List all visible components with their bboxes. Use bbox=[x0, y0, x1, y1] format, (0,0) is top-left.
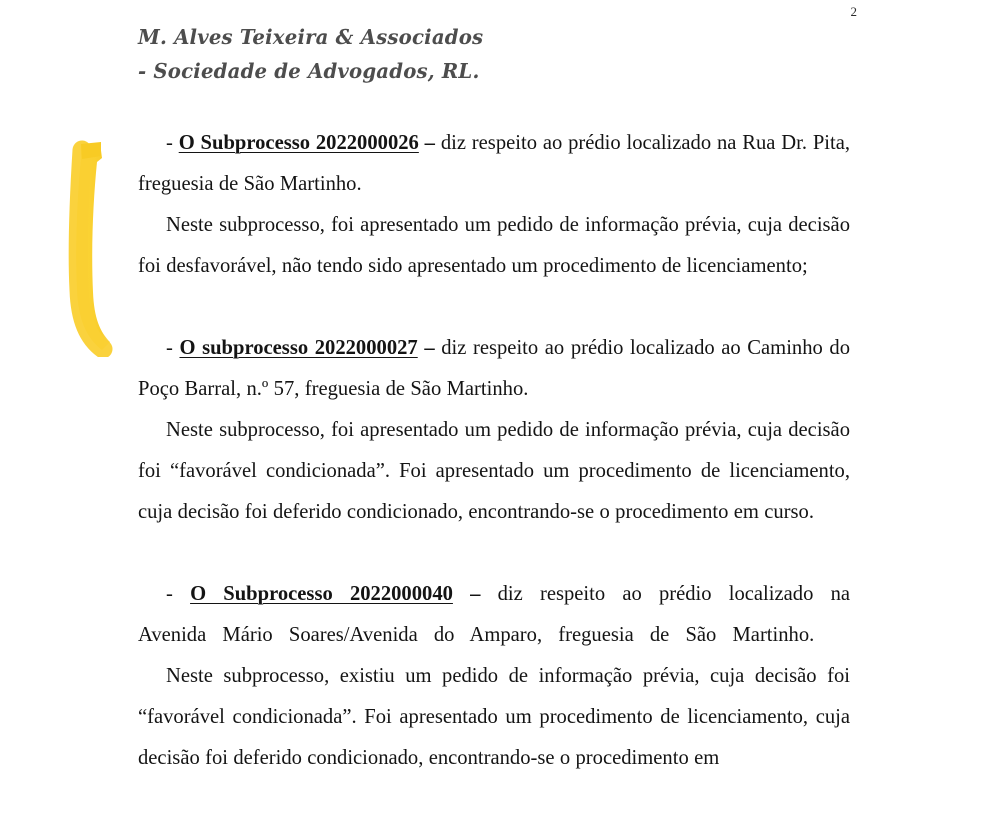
section-bullet-3: - bbox=[166, 583, 191, 605]
section-heading-1 bbox=[138, 123, 850, 205]
letterhead-line-1: M. Alves Teixeira & Associados bbox=[138, 25, 484, 49]
section-body-3: Neste subprocesso, existiu um pedido de informação prévia, cuja decisão foi “favorável condicionada”. Foi apresentado um procedimento de licenciamento, cuja decisão foi deferido condicionado, encontrando-se o procedimento em bbox=[138, 665, 850, 769]
section-heading-2 bbox=[138, 328, 850, 410]
section-body-2: Neste subprocesso, foi apresentado um pedido de informação prévia, cuja decisão foi “favorável condicionada”. Foi apresentado um procedimento de licenciamento, cuja decisão foi deferido condicionado, encontrando-se o procedimento em curso. bbox=[138, 419, 850, 523]
section-heading-text-3: diz respeito ao prédio localizado na Avenida Mário Soares/Avenida do Amparo, freguesia de São Martinho. bbox=[138, 583, 851, 646]
subprocess-reference-3: O Subprocesso 2022000040 bbox=[190, 583, 453, 605]
subprocess-reference-1: O Subprocesso 2022000026 bbox=[178, 132, 419, 154]
page-number: 2 bbox=[850, 4, 857, 19]
section-bullet-1: - bbox=[166, 132, 179, 154]
document-body bbox=[138, 123, 850, 779]
section-dash-3: – bbox=[452, 583, 498, 605]
section-heading-3 bbox=[138, 574, 850, 656]
section-bullet-2: - bbox=[166, 337, 180, 359]
letterhead-line-2: - Sociedade de Advogados, RL. bbox=[138, 59, 480, 83]
letterhead bbox=[138, 20, 738, 88]
section-heading-text-2: diz respeito ao prédio localizado ao Caminho do Poço Barral, n.º 57, freguesia de São Martinho. bbox=[138, 337, 851, 400]
subprocess-reference-2: O subprocesso 2022000027 bbox=[179, 337, 418, 359]
section-heading-text-1: diz respeito ao prédio localizado na Rua Dr. Pita, freguesia de São Martinho. bbox=[138, 132, 851, 195]
section-body-1: Neste subprocesso, foi apresentado um pedido de informação prévia, cuja decisão foi desfavorável, não tendo sido apresentado um procedimento de licenciamento; bbox=[138, 214, 850, 277]
yellow-highlighter-stroke-icon bbox=[62, 132, 132, 357]
section-dash-2: – bbox=[417, 337, 442, 359]
section-dash-1: – bbox=[418, 132, 441, 154]
